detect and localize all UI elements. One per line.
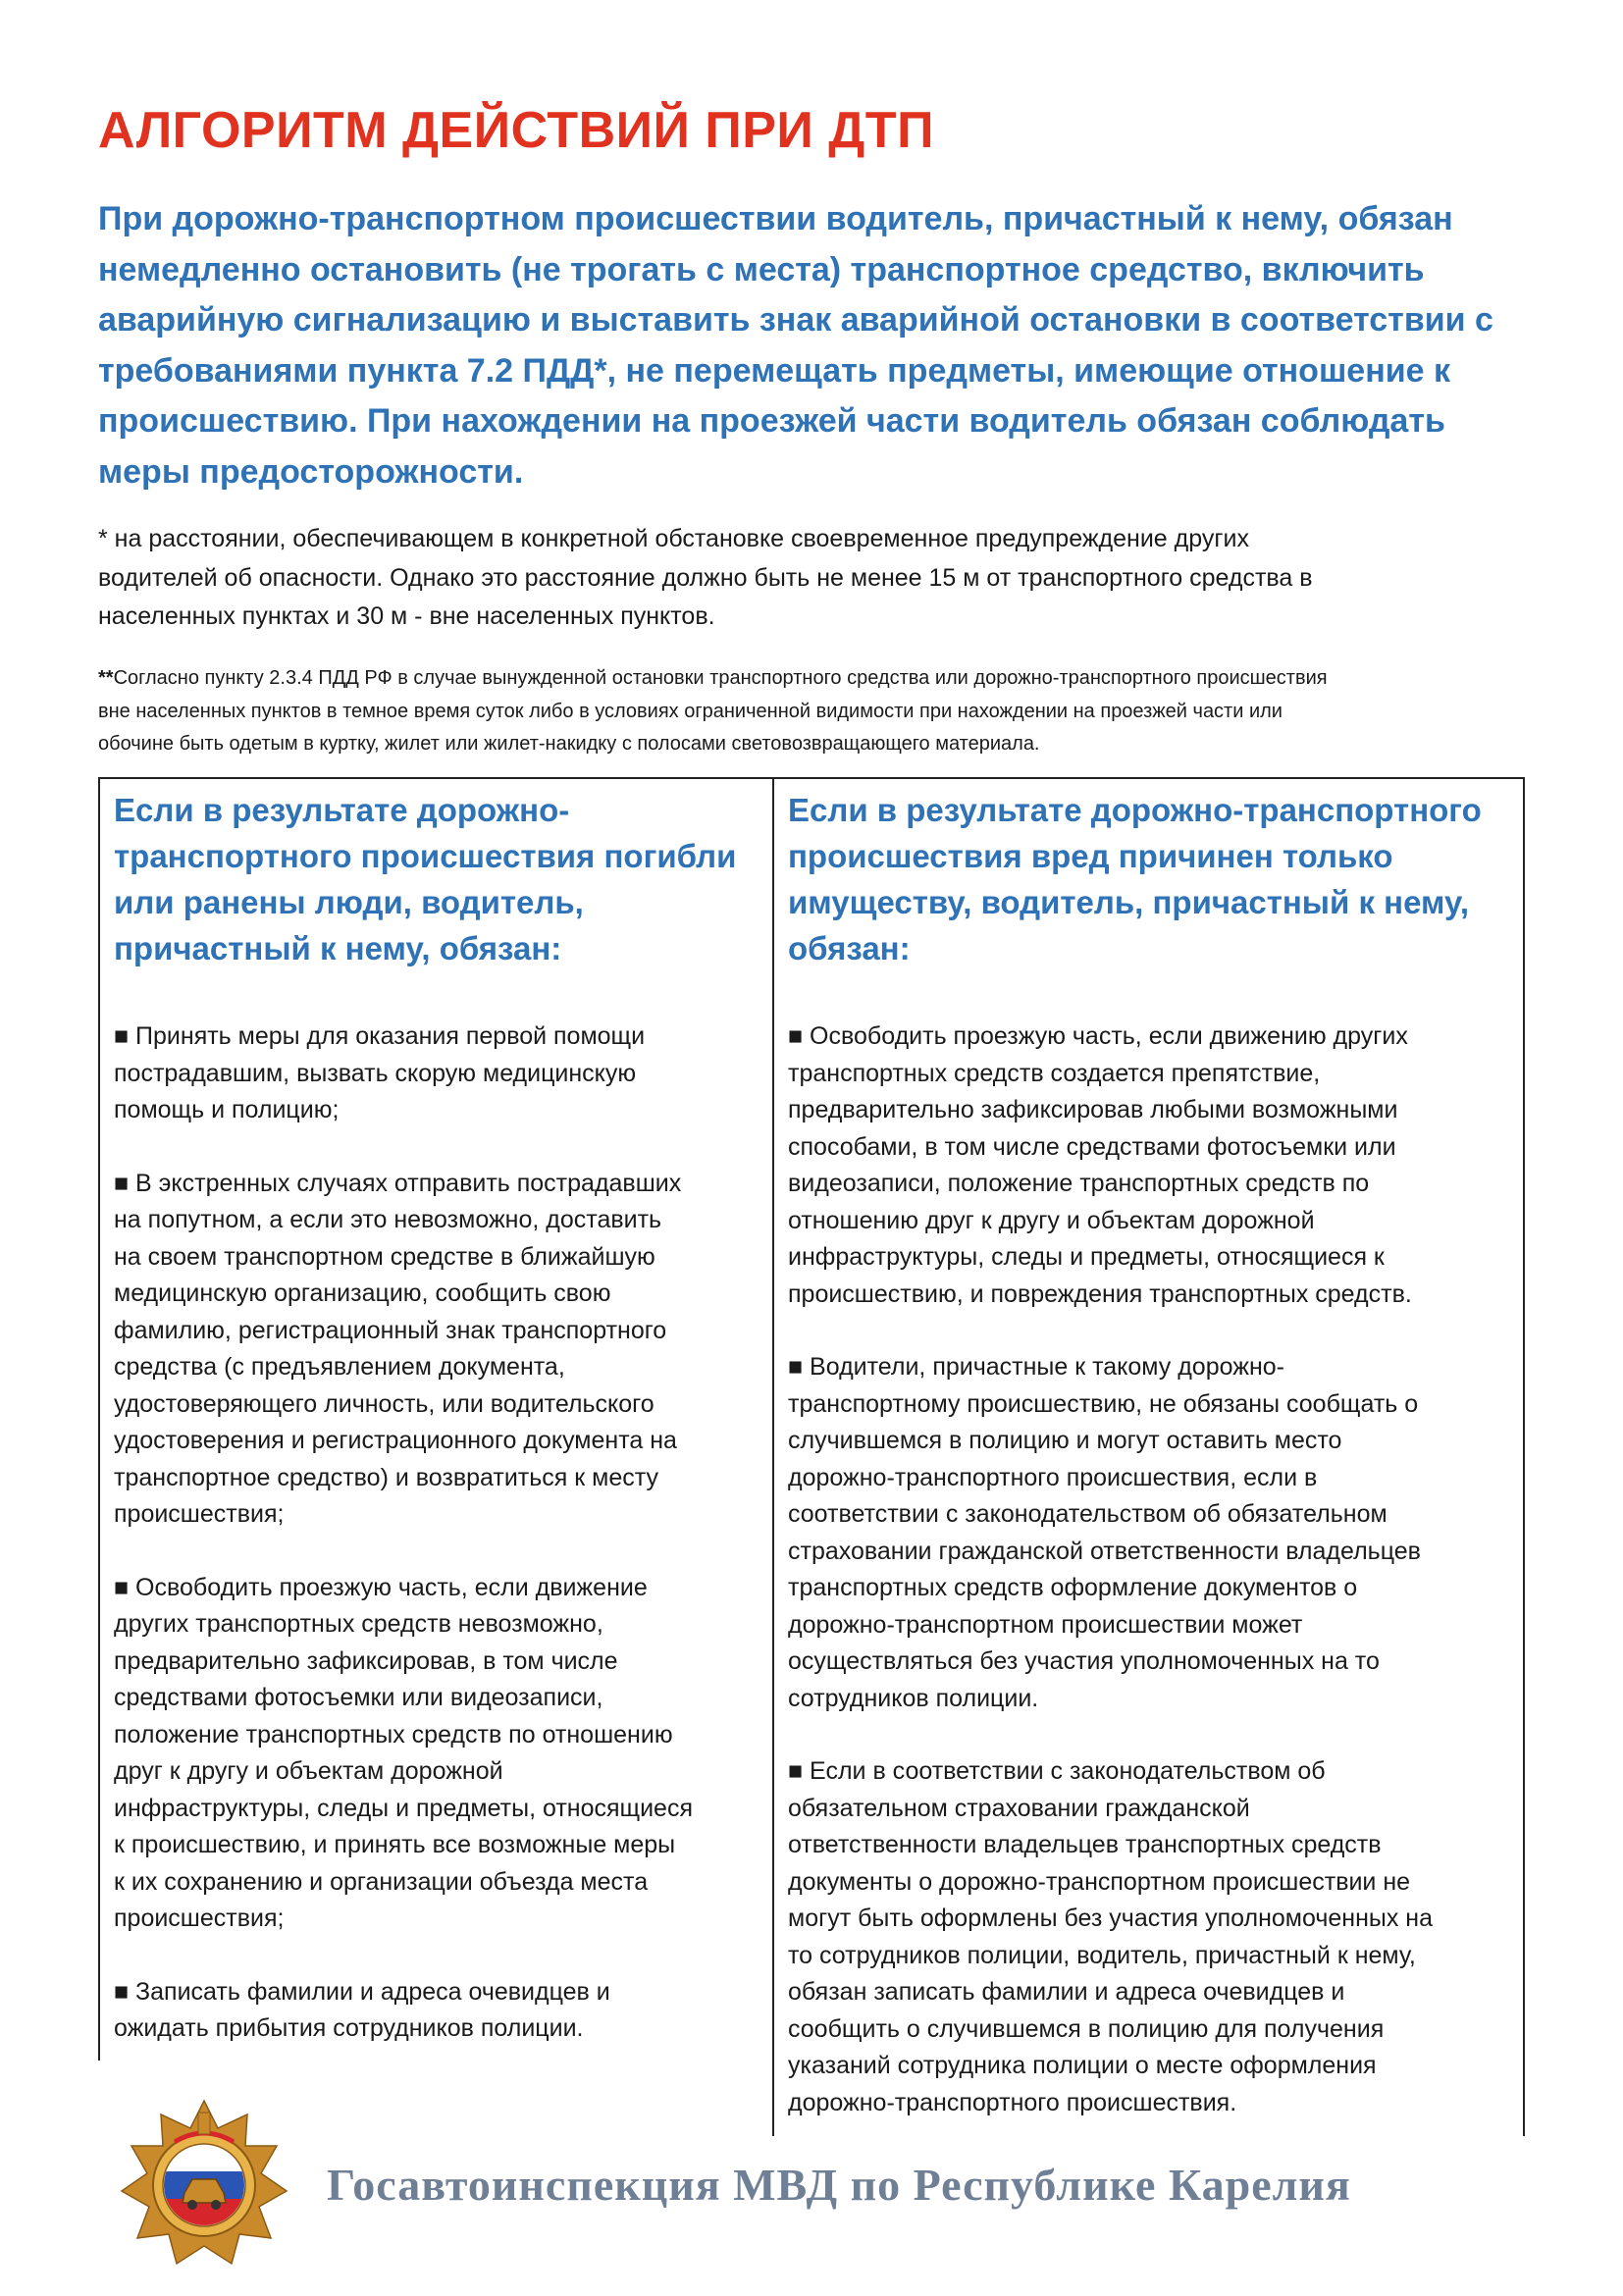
item-line: средства (с предъявлением документа, (114, 1353, 565, 1381)
item-line: документы о дорожно-транспортном происшествии не (788, 1867, 1411, 1896)
item-line: предварительно зафиксировав, в том числе (114, 1646, 618, 1675)
item-line: ■ Записать фамилии и адреса очевидцев и (114, 1977, 610, 2006)
item-line: ■ Принять меры для оказания первой помощи (114, 1022, 646, 1050)
item-line: осуществляться без участия уполномоченных на то (788, 1647, 1380, 1675)
footnote-line: * на расстоянии, обеспечивающем в конкретной обстановке своевременное предупреждение других (98, 525, 1249, 552)
item-line: удостоверяющего личность, или водительского (114, 1389, 654, 1418)
item-line: дорожно-транспортного происшествия, если в (788, 1463, 1318, 1491)
item-line: происшествия; (114, 1500, 285, 1528)
heading-line: имуществу, водитель, причастный к нему, (788, 884, 1469, 920)
list-item (114, 1166, 757, 1534)
item-line: дорожно-транспортного происшествия. (788, 2088, 1237, 2116)
item-line: ответственности владельцев транспортных средств (788, 1831, 1382, 1858)
heading-line: или ранены люди, водитель, (114, 884, 584, 920)
item-line: ■ Водители, причастные к такому дорожно- (788, 1353, 1284, 1381)
intro-paragraph (98, 194, 1541, 497)
item-line: помощь и полицию; (114, 1096, 340, 1123)
item-line: друг к другу и объектам дорожной (114, 1757, 503, 1785)
item-line: происшествию, и повреждения транспортных средств. (788, 1279, 1412, 1308)
item-line: транспортных средств создается препятствие, (788, 1059, 1321, 1087)
list-item (114, 1018, 757, 1129)
heading-line: Если в результате дорожно-транспортного (788, 792, 1482, 828)
list-item (788, 1349, 1507, 1717)
page-title: АЛГОРИТМ ДЕЙСТВИЙ ПРИ ДТП (98, 102, 934, 159)
item-line: на попутном, а если это невозможно, доставить (114, 1206, 662, 1233)
column-property-damage (772, 777, 1525, 2136)
footnote-line: водителей об опасности. Однако это расстояние должно быть не менее 15 м от транспортного средства в (98, 563, 1313, 592)
item-line: ■ Освободить проезжую часть, если движение (114, 1573, 648, 1601)
intro-line: меры предосторожности. (98, 452, 524, 491)
item-line: транспортных средств оформление документов о (788, 1574, 1358, 1601)
item-line: ■ Если в соответствии с законодательством об (788, 1757, 1326, 1785)
item-line: могут быть оформлены без участия уполномоченных на (788, 1905, 1434, 1932)
item-line: соответствии с законодательством об обязательном (788, 1500, 1387, 1528)
item-line: других транспортных средств невозможно, (114, 1610, 603, 1638)
item-line: сообщить о случившемся в полицию для получения (788, 2014, 1385, 2043)
heading-line: Если в результате дорожно- (114, 792, 570, 828)
item-line: удостоверения и регистрационного документа на (114, 1427, 677, 1454)
footnote-marker: ** (98, 667, 114, 689)
list-item (114, 1974, 757, 2048)
item-line: средствами фотосъемки или видеозаписи, (114, 1684, 603, 1711)
intro-line: требованиями пункта 7.2 ПДД*, не перемещать предметы, имеющие отношение к (98, 351, 1451, 390)
gai-emblem-icon (116, 2095, 292, 2271)
item-line: ■ В экстренных случаях отправить пострадавших (114, 1169, 682, 1197)
list-item (788, 1753, 1507, 2121)
item-line: ожидать прибытия сотрудников полиции. (114, 2014, 584, 2042)
intro-line: происшествию. При нахождении на проезжей части водитель обязан соблюдать (98, 402, 1445, 440)
item-line: положение транспортных средств по отношению (114, 1720, 673, 1748)
heading-line: транспортного происшествия погибли (114, 838, 737, 874)
item-line: видеозаписи, положение транспортных средств по (788, 1170, 1370, 1197)
item-line: сотрудников полиции. (788, 1684, 1039, 1712)
intro-line: При дорожно-транспортном происшествии водитель, причастный к нему, обязан (98, 200, 1453, 237)
item-line: отношению друг к другу и объектам дорожной (788, 1206, 1315, 1234)
column-injuries (98, 777, 774, 2061)
item-line: происшествия; (114, 1905, 285, 1932)
item-line: указаний сотрудника полиции о месте оформления (788, 2052, 1377, 2079)
item-line: то сотрудников полиции, водитель, причастный к нему, (788, 1941, 1416, 1969)
footnote-line: вне населенных пунктов в темное время суток либо в условиях ограниченной видимости при нахождении на проезжей части или (98, 700, 1283, 722)
footnote-line: обочине быть одетым в куртку, жилет или жилет-накидку с полосами световозвращающего материала. (98, 733, 1040, 755)
column-heading (788, 787, 1507, 971)
item-line: обязательном страховании гражданской (788, 1794, 1250, 1822)
item-line: транспортное средство) и возвратиться к месту (114, 1463, 658, 1491)
item-line: обязан записать фамилии и адреса очевидцев и (788, 1978, 1345, 2006)
footnote-vest (98, 662, 1531, 761)
list-item (788, 1018, 1507, 1313)
item-line: случившемся в полицию и могут оставить место (788, 1427, 1342, 1454)
heading-line: причастный к нему, обязан: (114, 930, 562, 966)
item-line: медицинскую организацию, сообщить свою (114, 1279, 611, 1307)
footnote-line: населенных пунктах и 30 м - вне населенных пунктов. (98, 602, 715, 630)
footnote-distance (98, 520, 1531, 637)
footer-organization: Госавтоинспекция МВД по Республике Карелия (327, 2160, 1351, 2210)
column-heading (114, 787, 757, 971)
item-line: инфраструктуры, следы и предметы, относящиеся (114, 1794, 693, 1822)
item-line: дорожно-транспортном происшествии может (788, 1610, 1303, 1639)
intro-line: аварийную сигнализацию и выставить знак аварийной остановки в соответствии с (98, 301, 1493, 339)
item-line: транспортному происшествию, не обязаны сообщать о (788, 1389, 1419, 1418)
item-line: способами, в том числе средствами фотосъемки или (788, 1132, 1396, 1161)
item-line: к их сохранению и организации объезда места (114, 1867, 649, 1896)
item-line: ■ Освободить проезжую часть, если движению других (788, 1022, 1408, 1050)
item-line: к происшествию, и принять все возможные меры (114, 1831, 676, 1858)
footnote-line: Согласно пункту 2.3.4 ПДД РФ в случае вынужденной остановки транспортного средства или дорожно-транспортного происшествия (113, 667, 1328, 689)
item-line: инфраструктуры, следы и предметы, относящиеся к (788, 1243, 1385, 1271)
heading-line: происшествия вред причинен только (788, 838, 1393, 874)
heading-line: обязан: (788, 930, 911, 966)
list-item (114, 1570, 757, 1938)
item-line: страховании гражданской ответственности владельцев (788, 1537, 1421, 1565)
item-line: предварительно зафиксировав любыми возможными (788, 1096, 1398, 1123)
item-line: пострадавшим, вызвать скорую медицинскую (114, 1059, 637, 1087)
item-line: фамилию, регистрационный знак транспортного (114, 1316, 667, 1344)
item-line: на своем транспортном средстве в ближайшую (114, 1242, 655, 1271)
intro-line: немедленно остановить (не трогать с места) транспортное средство, включить (98, 250, 1425, 288)
